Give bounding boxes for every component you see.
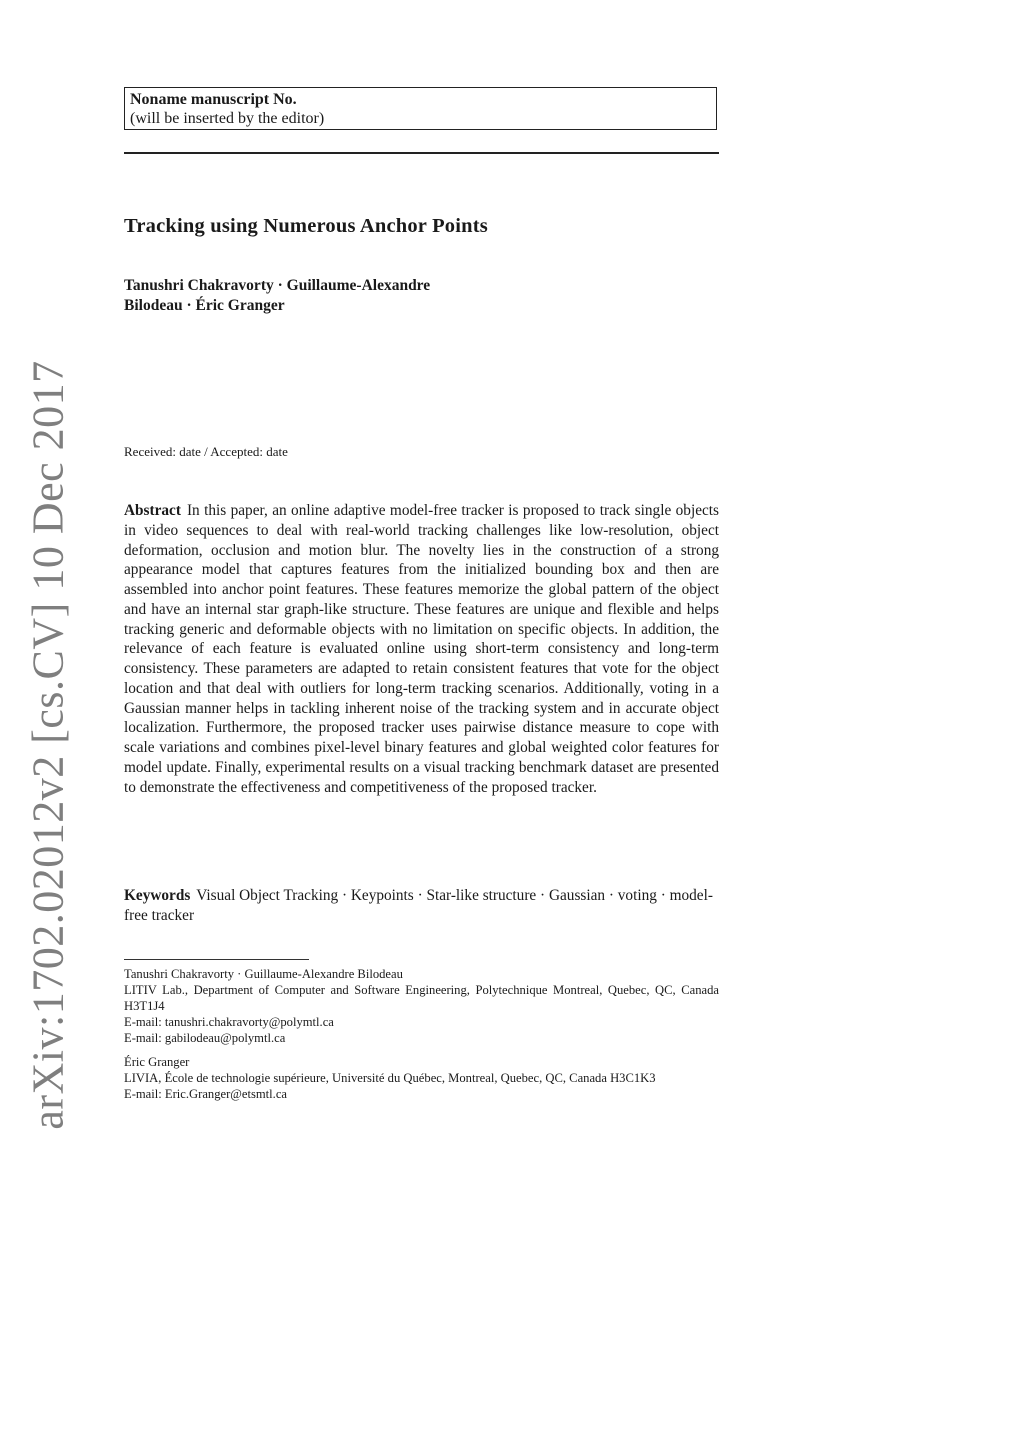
affiliation-address: LIVIA, École de technologie supérieure, Université du Québec, Montreal, Quebec, QC, Canada H3C1K3 xyxy=(124,1071,656,1085)
header-rule xyxy=(124,152,719,154)
affiliation-email: E-mail: Eric.Granger@etsmtl.ca xyxy=(124,1087,288,1101)
affiliation-names: Éric Granger xyxy=(124,1055,190,1069)
abstract-text: In this paper, an online adaptive model-free tracker is proposed to track single objects in video sequences to deal with real-world tracking challenges like low-resolution, object deformation, occlusion and motion blur. The novelty lies in the construction of a strong appearance model that captures features from the initialized bounding box and then are assembled into anchor point features. These features memorize the global pattern of the object and have an internal star graph-like structure. These features are unique and flexible and helps tracking generic and deformable objects with no limitation on specific objects. In addition, the relevance of each feature is evaluated online using short-term consistency and long-term consistency. These parameters are adapted to retain consistent features that vote for the object location and that deal with outliers for long-term tracking scenarios. Additionally, voting in a Gaussian manner helps in tackling inherent noise of the tracking system and in accurate object localization. Furthermore, the proposed tracker uses pairwise distance measure to cope with scale variations and combines pixel-level binary features and global weighted color features for model update. Finally, experimental results on a visual tracking benchmark dataset are presented to demonstrate the effectiveness and competitiveness of the proposed tracker. xyxy=(124,502,719,796)
affiliation-names: Tanushri Chakravorty · Guillaume-Alexandre Bilodeau xyxy=(124,967,403,981)
affiliation-block-2 xyxy=(124,1054,719,1102)
affiliation-email: E-mail: gabilodeau@polymtl.ca xyxy=(124,1031,286,1045)
abstract xyxy=(124,501,719,797)
abstract-label: Abstract xyxy=(124,502,181,519)
manuscript-number-box xyxy=(124,87,717,130)
keywords xyxy=(124,886,719,926)
author-list xyxy=(124,276,544,316)
editor-note: (will be inserted by the editor) xyxy=(130,110,325,127)
manuscript-number-label: Noname manuscript No. xyxy=(130,91,297,108)
author-line-2: Bilodeau · Éric Granger xyxy=(124,297,285,314)
author-line-1: Tanushri Chakravorty · Guillaume-Alexandre xyxy=(124,277,431,294)
keywords-label: Keywords xyxy=(124,887,191,904)
footnote-rule xyxy=(124,959,309,960)
paper-title: Tracking using Numerous Anchor Points xyxy=(124,215,488,237)
arxiv-identifier-stamp: arXiv:1702.02012v2 [cs.CV] 10 Dec 2017 xyxy=(23,360,73,1130)
affiliation-address: LITIV Lab., Department of Computer and Software Engineering, Polytechnique Montreal, Quebec, QC, Canada H3T1J4 xyxy=(124,983,719,1013)
affiliation-block-1 xyxy=(124,966,719,1046)
affiliation-email: E-mail: tanushri.chakravorty@polymtl.ca xyxy=(124,1015,334,1029)
keywords-text: Visual Object Tracking · Keypoints · Star-like structure · Gaussian · voting · model-free tracker xyxy=(124,887,713,924)
received-accepted-dates: Received: date / Accepted: date xyxy=(124,444,288,459)
